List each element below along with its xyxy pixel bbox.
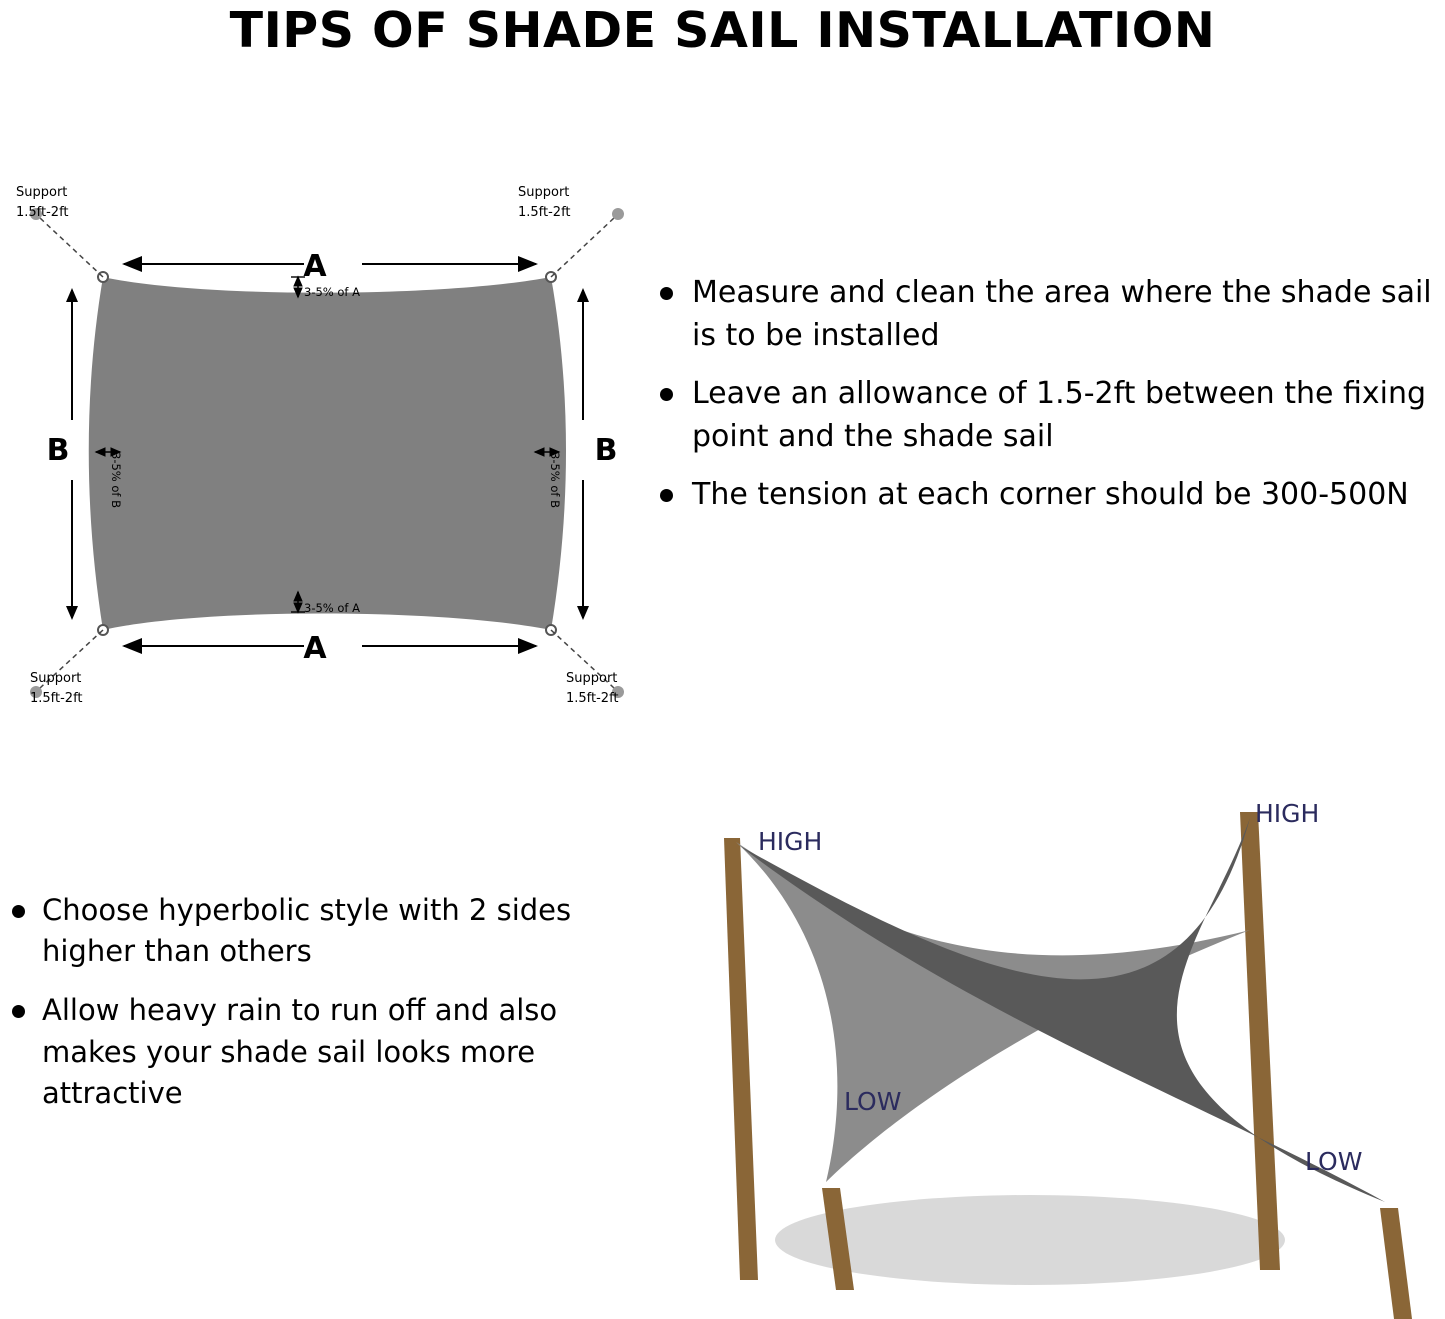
support-label-bottom-right-line2: 1.5ft-2ft xyxy=(566,691,619,706)
page-title: TIPS OF SHADE SAIL INSTALLATION xyxy=(229,2,1216,59)
support-label-top-right-line2: 1.5ft-2ft xyxy=(518,205,571,220)
label-low-right: LOW xyxy=(1305,1147,1363,1176)
sail-shape xyxy=(89,277,566,630)
list-item: The tension at each corner should be 300-500N xyxy=(648,474,1445,517)
label-low-left: LOW xyxy=(844,1087,902,1116)
post-high-right xyxy=(1240,812,1280,1270)
rect-sail-diagram xyxy=(0,160,660,730)
dimension-right-b: B xyxy=(594,433,618,468)
dimension-top-a: A xyxy=(303,249,327,284)
support-label-bottom-left-line2: 1.5ft-2ft xyxy=(30,691,83,706)
tips-right-list xyxy=(648,272,1445,533)
list-item: Measure and clean the area where the shade sail is to be installed xyxy=(648,272,1445,357)
hyperbolic-sail-diagram xyxy=(640,770,1445,1319)
curve-label-right: 3-5% of B xyxy=(548,452,562,508)
list-item: Allow heavy rain to run off and also makes your shade sail looks more attractive xyxy=(0,990,620,1114)
ground-shadow xyxy=(775,1195,1285,1285)
post-high-left xyxy=(724,838,758,1280)
dimension-bottom-a: A xyxy=(303,631,327,666)
support-label-top-left-line1: Support xyxy=(16,185,68,200)
label-high-right: HIGH xyxy=(1255,799,1320,828)
curve-label-left: 3-5% of B xyxy=(109,452,123,508)
dimension-left-b: B xyxy=(46,433,70,468)
list-item: Leave an allowance of 1.5-2ft between the fixing point and the shade sail xyxy=(648,373,1445,458)
support-label-top-right-line1: Support xyxy=(518,185,570,200)
curve-label-bottom: 3-5% of A xyxy=(304,601,360,615)
support-label-bottom-left-line1: Support xyxy=(30,671,82,686)
tips-left-list xyxy=(0,890,620,1132)
label-high-left: HIGH xyxy=(758,827,823,856)
post-low-right xyxy=(1380,1208,1412,1319)
list-item: Choose hyperbolic style with 2 sides higher than others xyxy=(0,890,620,972)
support-label-bottom-right-line1: Support xyxy=(566,671,618,686)
support-label-top-left-line2: 1.5ft-2ft xyxy=(16,205,69,220)
curve-label-top: 3-5% of A xyxy=(304,285,360,299)
